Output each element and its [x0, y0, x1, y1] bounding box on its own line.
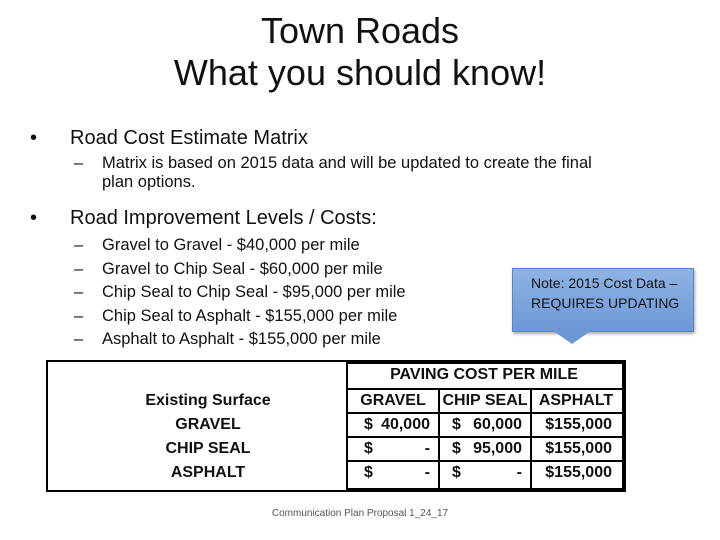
row-label: CHIP SEAL [165, 440, 251, 457]
dash-icon: – [74, 330, 84, 348]
row-label: ASPHALT [170, 464, 246, 481]
bullet-text: Road Cost Estimate Matrix [70, 127, 308, 149]
cost-value: - [516, 464, 522, 481]
dash-icon: – [74, 154, 84, 172]
sub-bullet-text: Gravel to Gravel - $40,000 per mile [102, 236, 360, 254]
paving-cost-matrix [46, 360, 626, 492]
cost-value: $155,000 [545, 440, 612, 457]
column-header: CHIP SEAL [442, 392, 528, 409]
cost-currency: $ [364, 464, 373, 481]
sub-bullet-text: Gravel to Chip Seal - $60,000 per mile [102, 259, 383, 278]
sub-bullet-item [30, 234, 690, 258]
sub-bullet-item [30, 154, 690, 192]
callout-pointer-icon [552, 330, 592, 344]
cost-currency: $ [452, 416, 461, 433]
row-header: Existing Surface [145, 392, 271, 409]
dash-icon: – [74, 306, 84, 325]
row-label: GRAVEL [175, 416, 241, 433]
column-header: ASPHALT [538, 392, 614, 409]
cost-currency: $ [364, 416, 373, 433]
column-header: GRAVEL [360, 392, 426, 409]
sub-bullet-text: Chip Seal to Chip Seal - $95,000 per mile [102, 283, 406, 301]
slide-title [0, 10, 720, 94]
cost-value: 40,000 [381, 416, 430, 433]
cost-value: - [424, 440, 430, 457]
cost-value: 60,000 [473, 416, 522, 433]
note-callout [512, 268, 694, 332]
bullet-item [30, 206, 690, 230]
title-line-2: What you should know! [173, 52, 547, 93]
sub-bullet-text: Chip Seal to Asphalt - $155,000 per mile [102, 306, 398, 325]
sub-bullet-text: Matrix is based on 2015 data and will be updated to create the final [102, 154, 592, 172]
callout-line-2: REQUIRES UPDATING [531, 295, 680, 311]
dash-icon: – [74, 283, 84, 301]
cost-value: $155,000 [545, 464, 612, 481]
cost-currency: $ [364, 440, 373, 457]
sub-bullet-text: Asphalt to Asphalt - $155,000 per mile [102, 330, 381, 348]
dash-icon: – [74, 236, 84, 254]
cost-currency: $ [452, 440, 461, 457]
slide-footer: Communication Plan Proposal 1_24_17 [271, 508, 449, 519]
cost-value: - [424, 464, 430, 481]
bullet-item [30, 126, 690, 150]
matrix-header: PAVING COST PER MILE [390, 366, 578, 383]
bullet-dot-icon: • [30, 127, 38, 149]
sub-bullet-text-cont: plan options. [102, 173, 196, 191]
dash-icon: – [74, 259, 84, 278]
cost-currency: $ [452, 464, 461, 481]
callout-line-1: Note: 2015 Cost Data – [531, 275, 678, 291]
bullet-dot-icon: • [30, 207, 38, 229]
title-line-1: Town Roads [260, 10, 460, 51]
cost-value: 95,000 [473, 440, 522, 457]
bullet-text: Road Improvement Levels / Costs: [70, 207, 377, 229]
cost-value: $155,000 [545, 416, 612, 433]
